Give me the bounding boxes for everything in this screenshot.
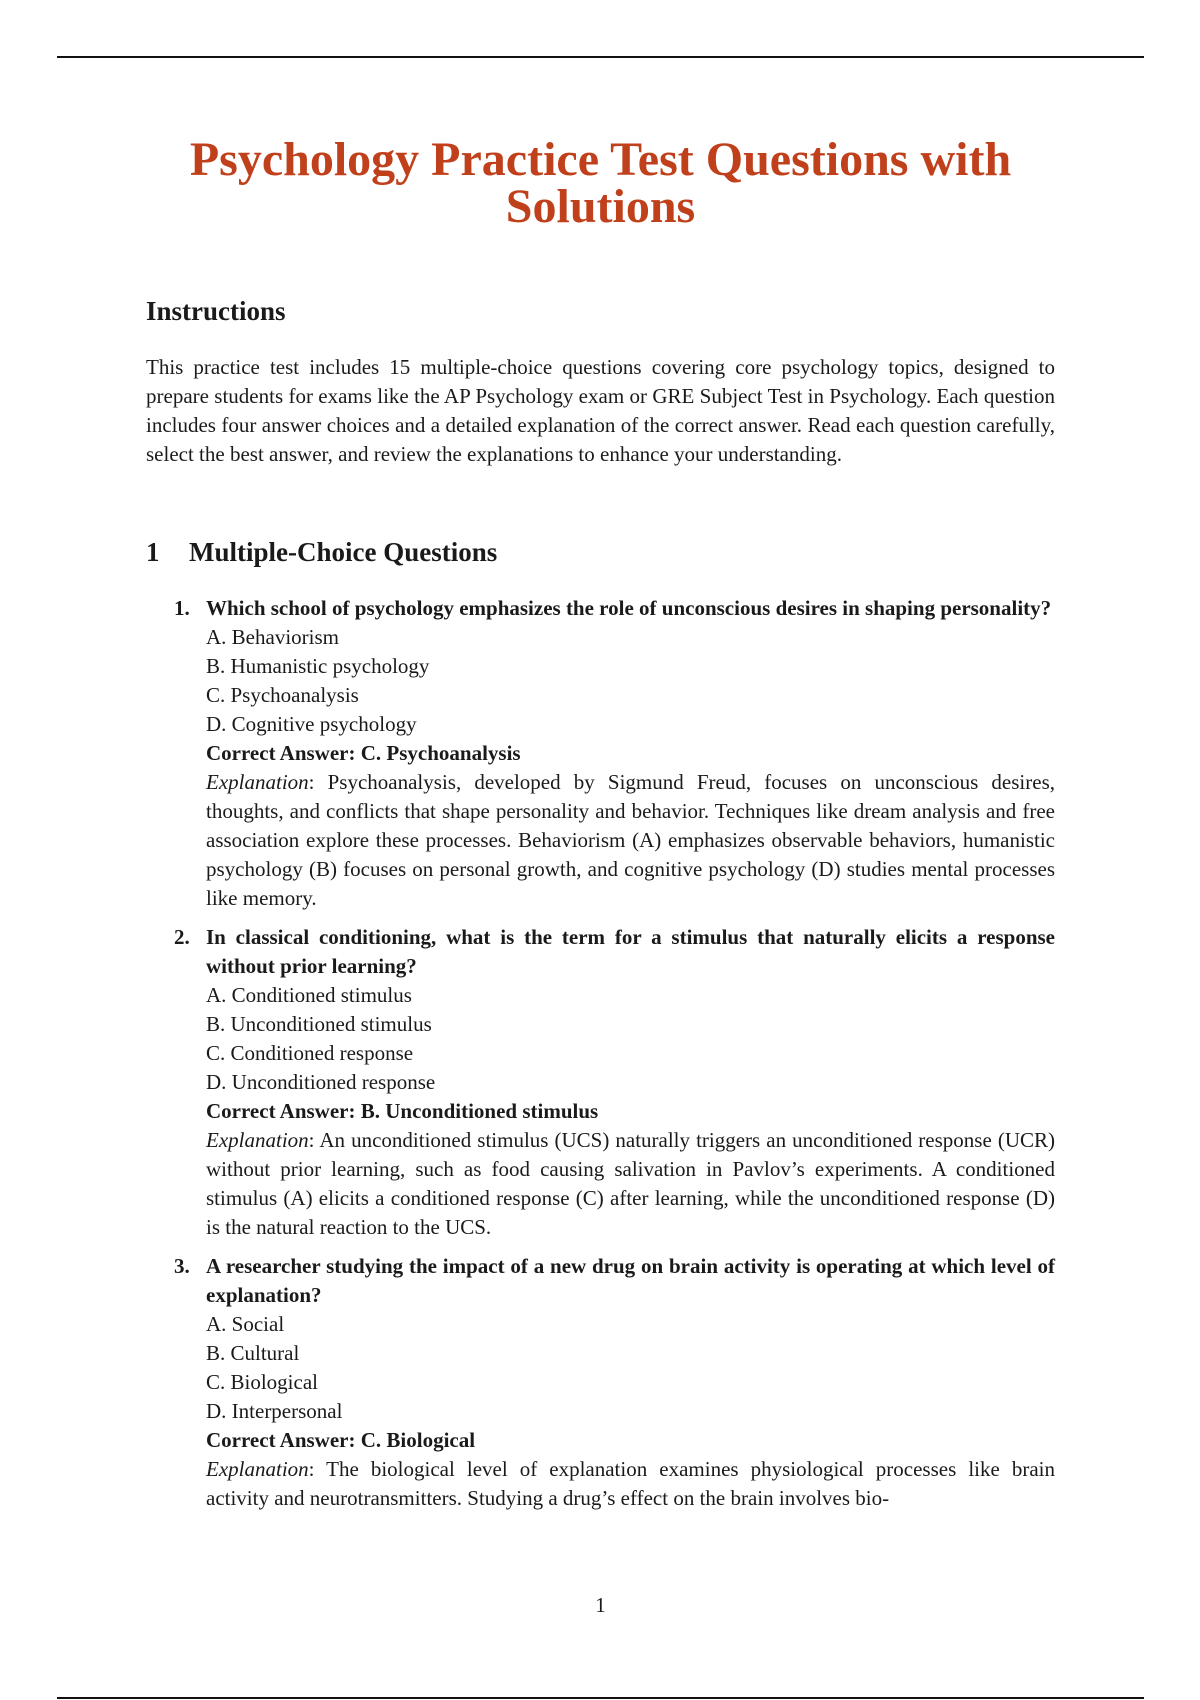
- instructions-heading: Instructions: [146, 296, 286, 326]
- question-number: 3.: [174, 1254, 190, 1278]
- option-b: B. Unconditioned stimulus: [206, 1012, 432, 1036]
- correct-answer: Correct Answer: B. Unconditioned stimulus: [206, 1099, 599, 1123]
- question-3: [146, 1252, 1055, 1513]
- document-title: Psychology Practice Test Questions with Solutions: [189, 133, 1012, 233]
- option-b: B. Humanistic psychology: [206, 654, 430, 678]
- explanation-label: Explanation: [206, 1128, 309, 1152]
- page-number: 1: [595, 1593, 606, 1617]
- section-number: 1: [146, 537, 160, 567]
- top-rule: [57, 56, 1144, 58]
- question-text: In classical conditioning, what is the term for a stimulus that naturally elicits a response without prior learning?: [206, 925, 1055, 978]
- option-c: C. Psychoanalysis: [206, 683, 359, 707]
- question-text: A researcher studying the impact of a new drug on brain activity is operating at which level of explanation?: [206, 1254, 1055, 1307]
- correct-answer: Correct Answer: C. Psychoanalysis: [206, 741, 521, 765]
- question-text: Which school of psychology emphasizes the role of unconscious desires in shaping personality?: [206, 596, 1052, 620]
- answer-options: [206, 981, 1055, 1097]
- explanation: [206, 768, 1055, 913]
- option-a: A. Behaviorism: [206, 625, 339, 649]
- answer-options: [206, 623, 1055, 739]
- correct-answer: Correct Answer: C. Biological: [206, 1428, 476, 1452]
- option-b: B. Cultural: [206, 1341, 300, 1365]
- section-title: Multiple-Choice Questions: [189, 537, 498, 567]
- question-2: [146, 923, 1055, 1242]
- explanation: [206, 1455, 1055, 1513]
- option-a: A. Conditioned stimulus: [206, 983, 412, 1007]
- explanation-label: Explanation: [206, 770, 309, 794]
- option-c: C. Biological: [206, 1370, 318, 1394]
- question-number: 1.: [174, 596, 190, 620]
- option-d: D. Unconditioned response: [206, 1070, 436, 1094]
- explanation: [206, 1126, 1055, 1242]
- question-1: [146, 594, 1055, 913]
- bottom-rule: [57, 1697, 1144, 1699]
- explanation-text: : An unconditioned stimulus (UCS) naturally triggers an unconditioned response (UCR) without prior learning, such as food causing salivation in Pavlov’s experiments. A conditioned stimulus (A) elicits a conditioned response (C) after learning, while the unconditioned response (D) is the natural reaction to the UCS.: [206, 1128, 1055, 1239]
- answer-options: [206, 1310, 1055, 1426]
- explanation-text: : The biological level of explanation examines physiological processes like brain activity and neurotransmitters. Studying a drug’s effect on the brain involves bio-: [206, 1457, 1055, 1510]
- section-heading: [146, 537, 497, 568]
- question-number: 2.: [174, 925, 190, 949]
- option-d: D. Cognitive psychology: [206, 712, 417, 736]
- explanation-text: : Psychoanalysis, developed by Sigmund Freud, focuses on unconscious desires, thoughts, and conflicts that shape personality and behavior. Techniques like dream analysis and free association explore these processes. Behaviorism (A) emphasizes observable behaviors, humanistic psychology (B) focuses on personal growth, and cognitive psychology (D) studies mental processes like memory.: [206, 770, 1055, 910]
- question-list: [146, 594, 1055, 1523]
- option-d: D. Interpersonal: [206, 1399, 343, 1423]
- option-c: C. Conditioned response: [206, 1041, 414, 1065]
- explanation-label: Explanation: [206, 1457, 309, 1481]
- instructions-body: This practice test includes 15 multiple-choice questions covering core psychology topics, designed to prepare students for exams like the AP Psychology exam or GRE Subject Test in Psychology. Each question includes four answer choices and a detailed explanation of the correct answer. Read each question carefully, select the best answer, and review the explanations to enhance your understanding.: [146, 355, 1055, 466]
- option-a: A. Social: [206, 1312, 285, 1336]
